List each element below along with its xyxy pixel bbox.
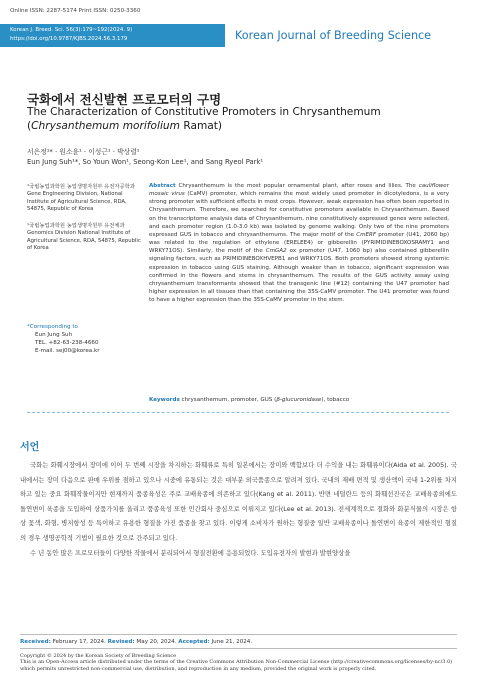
citation-bar — [0, 24, 225, 47]
section-title: 서언 — [20, 442, 40, 453]
citation-text: Korean J. Breed. Sci. 56(3):179~192(2024. 9) — [10, 27, 133, 33]
correspondence-label: *Corresponding to — [27, 324, 78, 330]
authors-korean: 서은정¹* · 원소윤¹ · 이성근¹ · 박상렬¹ — [27, 148, 140, 156]
intro-paragraph-1: 국화는 화훼시장에서 장미에 이어 두 번째 시장을 차지하는 화훼류로 특히 일본에서는 장미와 백합보다 더 수익을 내는 화훼류이다(Aida et al. 2005). 국내에서는 장미 다음으로 판매 우위를 점하고 있으나 시중에 유통되는 것은 대부분 외국품종으로 알려져 있다. 국내의 재배 면적 및 생산액이 국내 1-2위를 차지 하고 있는 중요 화훼작물이지만 현재까지 품종육성은 주로 교배육종에 의존하고 있다(Kang et al. 2011). 반면 네덜란드 등의 화훼선진국은 교배육종외에도 돌연변이 육종을 도입하여 상품가치를 올리고 품종육성 또한 민간회사 중심으로 이뤄지고 있다(Lee et al. 2013). 전세계적으로 절화와 화분식물의 시장은 항상 꽃색, 화형, 병저항성 등 특이하고 유용한 형질을 가진 품종을 찾고 있다. 이렇게 소비자가 원하는 형질중 일반 교배육종이나 돌연변이 육종이 제한적인 형질의 경우 생명공학적 기법이 필요한 것으로 간주되고 있다. — [20, 462, 457, 542]
keywords: Keywords chrysanthemum, promoter, GUS (β-glucuronidase), tobacco — [149, 397, 350, 403]
affiliation-1: ¹국립농업과학원 농업생명자원부 유전자공학과 Gene Engineering Division, National Institute of Agricultural Science, RDA, 54875, Republic of Korea — [27, 184, 135, 212]
footer-divider-2 — [20, 648, 457, 649]
affiliation-2: ¹국립농업과학원 농업생명자원부 유전체과 Genomics Division National Institute of Agricultural Science, RDA, 54875, Republic of Korea — [27, 223, 141, 251]
journal-name: Korean Journal of Breeding Science — [235, 29, 432, 42]
title-korean: 국화에서 전신발현 프로모터의 구명 — [27, 92, 222, 107]
title-english: The Characterization of Constitutive Promoters in Chrysanthemum (Chrysanthemum morifolium Ramat) — [27, 106, 381, 132]
abstract: Abstract Chrysanthemum is the most popular ornamental plant, after roses and lilies. The cauliflower mosaic virus (CaMV) promoter, which remains the most widely used promoter in dicotyledons, is a very strong promoter with sufficient effects in most crops. However, weak expression has often been reported in Chrysanthemum. Therefore, we searched for constitutive promoters available in Chrysanthemum. Based on the transcriptome analysis data of Chrysanthemum, nine constitutively expressed genes were selected, and each promoter region (1.0-3.0 kb) was isolated by genome walking. Only two of the nine promoters expressed GUS in tobacco and chrysanthemums. The major motif of the CmERF promoter (U41, 2060 bp) was related to the regulation of ethylene (ERELEE4) or gibberellin (PYRIMIDINEBOXOSRAMY1 and WRKY71OS). Similarly, the motif of the CmGA2 ox promoter (U47, 1060 bp) also contained gibberellin signaling factors, such as PRIMIDINEBOXHVEPB1 and WRKY71OS. Both promoters showed strong systemic expression in tobacco using GUS staining. Although weaker than in tobacco, significant expression was confirmed in the flowers and stems in chrysanthemum. The results of the GUS activity assay using chrysanthemum transformants showed that the transgenic line (#12) containing the U47 promoter had higher expression in all tissues than that containing the 35S-CaMV promoter. The U41 promoter was found to have a higher expression than the 35S-CaMV promoter in the stem. — [149, 183, 449, 304]
copyright-notice — [20, 653, 460, 672]
footer-divider — [20, 634, 457, 635]
page-header — [0, 0, 477, 50]
authors-english: Eun Jung Suh¹*, So Youn Won¹, Seong-Kon Lee¹, and Sang Ryeol Park¹ — [27, 158, 264, 166]
article-dates: Received: February 17, 2024. Revised: May 20, 2024. Accepted: June 21, 2024. — [20, 639, 253, 645]
copyright-line: Copyright © 2024 by the Korean Society of Breeding Science — [20, 653, 177, 659]
divider — [27, 412, 449, 413]
license-text: This is an Open-Access article distributed under the terms of the Creative Commons Attribution Non-Commercial License (http://creativecommons.org/licenses/by-nc/3.0) which permits unrestricted non-commercial use, distribution, and reproduction in any medium, provided the original work is properly cited. — [20, 659, 453, 672]
correspondence-tel: TEL. +82-63-238-4660 — [35, 340, 99, 346]
introduction-body — [20, 459, 457, 561]
correspondence-email[interactable]: E-mail. sej00@korea.kr — [35, 348, 100, 354]
intro-paragraph-2: 수 년 동안 많은 프로모터들이 다양한 작물에서 분리되어서 형질전환에 응용되었다. 도입유전자의 발현과 발현양상을 — [30, 549, 351, 557]
issn-line: Online ISSN: 2287-5174 Print ISSN: 0250-3360 — [10, 8, 141, 14]
doi-link[interactable]: https://doi.org/10.9787/KJBS.2024.56.3.179 — [10, 36, 128, 42]
correspondence-name: Eun Jung Suh — [35, 332, 73, 338]
